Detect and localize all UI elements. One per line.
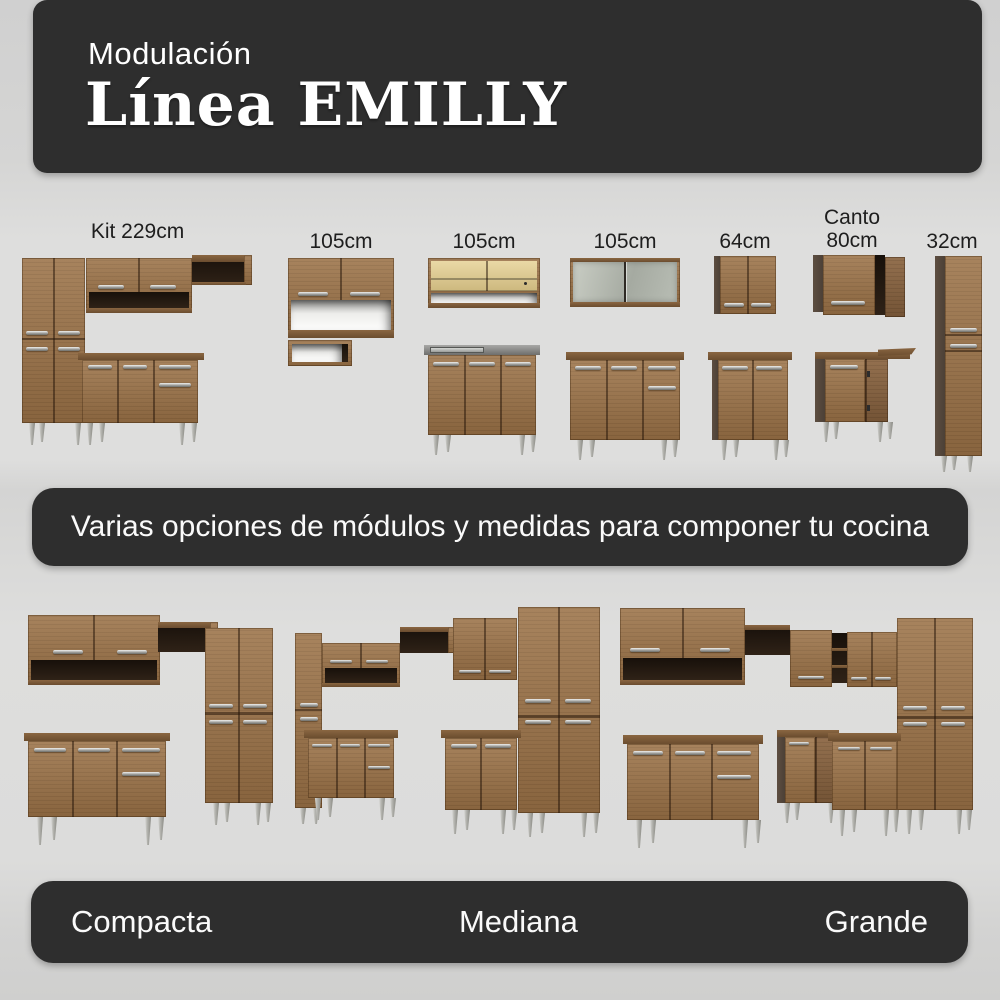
cabinet-leg (588, 440, 596, 457)
cabinet-leg (955, 810, 963, 834)
cabinet-leg (660, 440, 668, 460)
niche-shadow (342, 344, 348, 362)
door-handle (88, 365, 112, 369)
door-handle (489, 670, 511, 673)
cabinet-leg (850, 810, 858, 832)
door-handle (243, 720, 267, 724)
door-divider (558, 607, 560, 813)
top-slab (400, 627, 454, 632)
door-handle (366, 660, 388, 663)
door-divider (752, 360, 754, 440)
door-handle (565, 699, 591, 703)
shelf-lip (28, 680, 160, 685)
size-label-compacta: Compacta (71, 904, 213, 939)
white-niche (292, 344, 342, 362)
door-divider (871, 632, 873, 687)
wall-cabinet (720, 256, 776, 314)
side-panel (813, 255, 823, 312)
sink (430, 347, 484, 353)
tall-cabinet (22, 258, 85, 423)
white-niche (431, 293, 537, 303)
door-handle (950, 344, 977, 348)
door-divider (480, 738, 482, 810)
door-divider (711, 744, 713, 820)
top-slab (78, 353, 204, 360)
shelf-lip (570, 302, 680, 307)
open-shelf (31, 660, 157, 680)
door-handle (243, 704, 267, 708)
door-handle (469, 362, 495, 366)
label-wall-105-glass: 105cm (593, 230, 657, 253)
pantry-cabinet (205, 628, 273, 803)
base-cabinet (445, 738, 517, 810)
cabinet-leg (38, 423, 46, 442)
cabinet-leg (299, 808, 307, 824)
door-handle (26, 347, 48, 351)
cabinet-leg (389, 798, 397, 817)
white-niche (291, 300, 391, 330)
door-divider (518, 715, 600, 718)
side-panel (935, 256, 945, 456)
cabinet-leg (98, 423, 106, 442)
door-handle (78, 748, 110, 752)
bridge-open-shelf (400, 627, 454, 653)
door-handle (633, 751, 663, 755)
door-handle (851, 677, 867, 680)
hinge (867, 405, 870, 411)
cabinet-leg (671, 440, 679, 457)
door-divider (238, 628, 240, 803)
base-cabinet (832, 741, 897, 810)
cabinet-leg (538, 813, 546, 833)
shelf-lip (620, 680, 745, 685)
door-divider (205, 712, 273, 715)
cabinet-leg (772, 440, 780, 460)
door-divider (364, 738, 366, 798)
door-handle (209, 704, 233, 708)
base-cabinet (82, 360, 198, 423)
door-handle (123, 365, 147, 369)
door-handle (300, 703, 318, 707)
door-handle (312, 744, 332, 747)
wall-cabinet (453, 618, 517, 680)
cabinet-leg (212, 803, 220, 825)
door-handle (330, 660, 352, 663)
cabinet-leg (50, 817, 58, 840)
door-divider (606, 360, 608, 440)
door-handle (950, 328, 977, 332)
door-handle (298, 292, 328, 296)
corner-open-shelves (832, 633, 847, 683)
cabinet-leg (576, 440, 584, 460)
corner-return-panel (865, 359, 888, 422)
pantry-cabinet (897, 618, 973, 810)
sliding-wood-door (431, 261, 537, 291)
cabinet-leg (144, 817, 152, 845)
cabinet-leg (965, 810, 973, 830)
top-slab (828, 733, 901, 741)
subtitle-banner (32, 488, 968, 566)
base-cabinet (570, 360, 680, 440)
drawer-handle (368, 744, 390, 747)
subtitle-text: Varias opciones de módulos y medidas para componer tu cocina (70, 510, 930, 543)
door-divider (486, 261, 488, 291)
door-divider (138, 258, 140, 292)
door-handle (903, 706, 927, 710)
door-divider (53, 258, 55, 423)
cabinet-leg (940, 456, 948, 472)
door-divider (153, 360, 155, 423)
door-handle (34, 748, 66, 752)
door-divider (897, 716, 973, 719)
drawer-handle (717, 751, 751, 755)
door-divider (945, 350, 982, 352)
cabinet-leg (754, 820, 762, 843)
cabinet-leg (510, 810, 518, 830)
base-cabinet (428, 355, 536, 435)
door-handle (831, 301, 865, 305)
cabinet-leg (592, 813, 600, 833)
open-shelf (325, 668, 397, 683)
label-wall-105-wood: 105cm (452, 230, 516, 253)
corner-top-wing (878, 348, 916, 356)
cabinet-leg (783, 803, 791, 823)
label-tall-32: 32cm (926, 230, 978, 253)
base-cabinet (718, 360, 788, 440)
door-divider (340, 258, 342, 300)
wall-cabinet (28, 615, 160, 685)
cabinet-leg (838, 810, 846, 836)
cabinet-leg (190, 423, 198, 442)
cabinet-leg (782, 440, 790, 457)
label-canto-80: Canto 80cm (823, 206, 881, 253)
door-handle (575, 366, 601, 370)
door-handle (451, 744, 477, 748)
door-divider (360, 643, 362, 668)
pantry-cabinet (518, 607, 600, 813)
countertop (424, 345, 540, 355)
side-panel (815, 352, 825, 422)
cabinet-leg (254, 803, 262, 825)
door-handle (838, 747, 860, 750)
door-handle (53, 650, 83, 654)
door-divider (336, 738, 338, 798)
door-handle (751, 303, 771, 307)
corner-return-panel (885, 257, 905, 317)
door-handle (630, 648, 660, 652)
cabinet-leg (580, 813, 588, 837)
cabinet-leg (529, 435, 537, 452)
door-divider (669, 744, 671, 820)
cabinet-leg (649, 820, 657, 843)
door-divider (682, 608, 684, 658)
door-handle (26, 331, 48, 335)
divider-highlight (626, 262, 627, 302)
wall-cabinet (322, 643, 400, 687)
door-handle (117, 650, 147, 654)
shelf-lip (322, 683, 400, 687)
cabinet-leg (635, 820, 643, 848)
cabinet-leg (499, 810, 507, 834)
header-eyebrow: Modulación (88, 36, 252, 71)
cabinet-leg (876, 422, 884, 442)
bridge-open-shelf (192, 255, 252, 285)
label-kit-229: Kit 229cm (90, 220, 185, 243)
drawer-handle (648, 366, 676, 370)
door-handle (525, 699, 551, 703)
cabinet-leg (886, 422, 894, 439)
page-title: Línea EMILLY (85, 70, 568, 140)
cabinet-leg (741, 820, 749, 848)
door-handle (870, 747, 892, 750)
top-slab (745, 625, 790, 630)
shelf-lip (192, 282, 246, 285)
cabinet-leg (720, 440, 728, 460)
door-divider (295, 709, 322, 711)
cabinet-leg (157, 817, 165, 840)
drawer-handle (159, 383, 191, 387)
door-handle (700, 648, 730, 652)
door-handle (724, 303, 744, 307)
door-divider (642, 360, 644, 440)
module-wall-105-open (288, 258, 394, 338)
door-handle (459, 670, 481, 673)
top-slab (623, 735, 763, 744)
door-handle (58, 347, 80, 351)
base-cabinet (627, 744, 759, 820)
door-handle (903, 722, 927, 726)
cabinet-leg (36, 817, 44, 845)
drawer-handle (648, 386, 676, 390)
door-handle (830, 365, 858, 369)
door-handle (150, 285, 176, 289)
label-wall-105-open: 105cm (309, 230, 373, 253)
door-handle (209, 720, 233, 724)
cabinet-leg (832, 422, 840, 439)
cabinet-leg (822, 422, 830, 442)
cabinet-leg (526, 813, 534, 837)
drawer-handle (122, 772, 160, 776)
door-divider (500, 355, 502, 435)
cabinet-leg (463, 810, 471, 830)
cabinet-leg (264, 803, 272, 822)
door-divider (484, 618, 486, 680)
shelf-lip (428, 303, 540, 308)
door-handle (340, 744, 360, 747)
cabinet-leg (882, 810, 890, 836)
top-slab (192, 255, 252, 262)
label-wall-64: 64cm (719, 230, 771, 253)
cabinet-leg (905, 810, 913, 834)
door-handle (300, 717, 318, 721)
cabinet-leg (917, 810, 925, 830)
corner-door (785, 737, 815, 803)
sizes-banner (31, 881, 968, 963)
door-divider (22, 338, 85, 340)
door-handle (789, 742, 809, 745)
top-slab (566, 352, 684, 360)
door-knob (524, 282, 527, 285)
sliding-track (431, 278, 537, 280)
corner-door (825, 359, 865, 422)
side-cap (244, 255, 252, 285)
wall-cabinet (620, 608, 745, 685)
cabinet-leg (892, 810, 900, 832)
door-divider (864, 741, 866, 810)
cabinet-leg (966, 456, 974, 472)
door-handle (525, 720, 551, 724)
cabinet-leg (178, 423, 186, 445)
wall-cabinet (86, 258, 192, 313)
door-handle (565, 720, 591, 724)
shelf (832, 648, 847, 651)
shelf-lip (86, 308, 192, 313)
module-wall-105-sliding-glass (570, 258, 680, 307)
corner-opening (875, 255, 885, 315)
shelf (832, 665, 847, 668)
cabinet-leg (451, 810, 459, 834)
door-handle (941, 722, 965, 726)
drawer-handle (717, 775, 751, 779)
header-banner (33, 0, 982, 173)
door-handle (433, 362, 459, 366)
top-slab (708, 352, 792, 360)
cabinet-leg (444, 435, 452, 452)
open-shelf (89, 292, 189, 308)
top-slab (24, 733, 170, 741)
door-divider (815, 737, 817, 803)
drawer-handle (159, 365, 191, 369)
open-shelf (623, 658, 742, 680)
drawer-handle (122, 748, 160, 752)
door-divider (93, 615, 95, 660)
door-handle (756, 366, 782, 370)
tall-cabinet (945, 256, 982, 456)
door-divider (747, 256, 749, 314)
cabinet-leg (950, 456, 958, 470)
door-handle (98, 285, 124, 289)
door-handle (58, 331, 80, 335)
top-slab (441, 730, 521, 738)
shelf-lip (288, 330, 394, 338)
wall-cabinet (790, 630, 832, 687)
door-handle (505, 362, 531, 366)
corner-door (823, 255, 875, 315)
door-handle (798, 676, 824, 679)
top-slab (304, 730, 398, 738)
side-panel (777, 732, 785, 803)
cabinet-leg (378, 798, 386, 820)
cabinet-leg (518, 435, 526, 455)
door-divider (464, 355, 466, 435)
cabinet-leg (432, 435, 440, 455)
door-divider (865, 359, 867, 422)
size-label-mediana: Mediana (458, 904, 578, 939)
base-cabinet (28, 741, 166, 817)
cabinet-leg (74, 423, 82, 445)
cabinet-leg (793, 803, 801, 820)
base-cabinet (308, 738, 394, 798)
door-handle (675, 751, 705, 755)
cabinet-leg (28, 423, 36, 445)
door-handle (875, 677, 891, 680)
hinge (867, 371, 870, 377)
door-divider (116, 741, 118, 817)
cabinet-leg (223, 803, 231, 822)
size-label-grande: Grande (824, 904, 928, 939)
cabinet-leg (732, 440, 740, 457)
drawer-handle (368, 766, 390, 769)
module-wall-105-sliding-wood (428, 258, 540, 308)
module-niche-60 (288, 340, 352, 366)
door-divider (934, 618, 936, 810)
door-handle (350, 292, 380, 296)
cabinet-leg (86, 423, 94, 445)
door-handle (941, 706, 965, 710)
door-handle (722, 366, 748, 370)
bridge-open-shelf (745, 625, 790, 655)
door-divider (72, 741, 74, 817)
wall-cabinet (847, 632, 897, 687)
cabinet-leg (326, 798, 334, 817)
door-divider (117, 360, 119, 423)
door-divider (945, 334, 982, 336)
door-handle (611, 366, 637, 370)
door-handle (485, 744, 511, 748)
